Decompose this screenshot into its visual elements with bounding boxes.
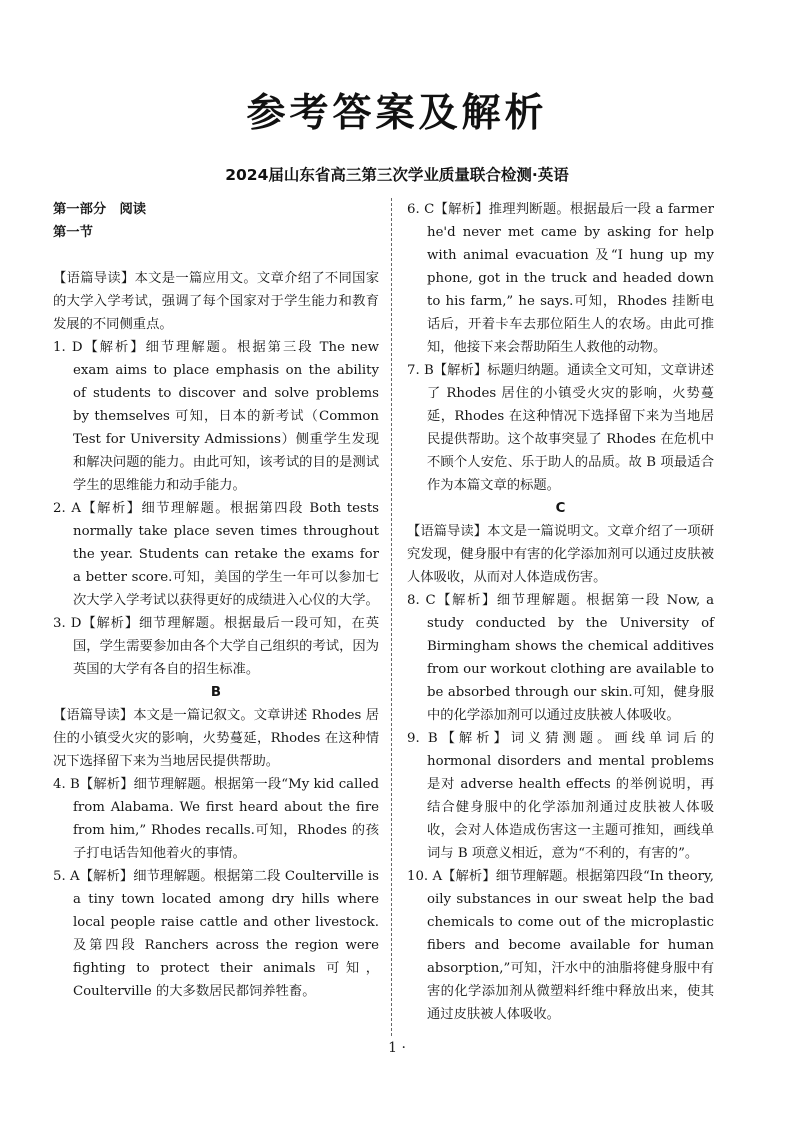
left-column: [53, 198, 379, 1003]
answer-7: 7. B【解析】标题归纳题。通读全文可知，文章讲述了 Rhodes 居住的小镇受火灾的影响，火势蔓延，Rhodes 在这种情况下选择留下来为当地居民提供帮助。这个故事突显了 Rhodes 在危机中不顾个人安危、乐于助人的品质。故 B 项最适合作为本篇文章的标题。: [407, 363, 714, 493]
answer-10: 10. A【解析】细节理解题。根据第四段“In theory, oily substances in our sweat help the bad chemicals to come out of the microplastic fibers and become available for human absorption,”可知，汗水中的油脂将健身服中有害的化学添加剂从微塑料纤维中释放出来，使其通过皮肤被人体吸收。: [407, 869, 714, 1022]
spacer: [53, 244, 379, 267]
exam-title: 2024届山东省高三第三次学业质量联合检测·英语: [225, 166, 569, 184]
page-title: 参考答案及解析: [246, 91, 548, 136]
part-heading: 第一部分 阅读: [53, 202, 147, 217]
answer-6: 6. C【解析】推理判断题。根据最后一段 a farmer he'd never met came by asking for help with animal evacuation 及“I hung up my phone, got in the truck and headed down to his farm,” he says.可知，Rhodes 挂断电话后，开着卡车去那位陌生人的农场。由此可推知，他接下来会帮助陌生人救他的动物。: [407, 202, 714, 355]
answer-2: 2. A【解析】细节理解题。根据第四段 Both tests normally take place seven times throughout the year. Students can retake the exams for a better score.可知，美国的学生一年可以参加七次大学入学考试以获得更好的成绩进入心仪的大学。: [53, 501, 379, 608]
answer-5: 5. A【解析】细节理解题。根据第二段 Coulterville is a tiny town located among dry hills where local people raise cattle and other livestock.及第四段 Ranchers across the region were fighting to protect their animals 可知，Coulterville 的大多数居民都饲养牲畜。: [53, 869, 379, 999]
passage-intro-a: 【语篇导读】本文是一篇应用文。文章介绍了不同国家的大学入学考试，强调了每个国家对于学生能力和教育发展的不同侧重点。: [53, 271, 379, 332]
answer-3: 3. D【解析】细节理解题。根据最后一段可知，在英国，学生需要参加由各个大学自己组织的考试，因为英国的大学有各自的招生标准。: [53, 616, 379, 677]
answer-9: 9. B【解析】词义猜测题。画线单词后的 hormonal disorders and mental problems 是对 adverse health effects 的举例说明，再结合健身服中的化学添加剂通过皮肤被人体吸收，会对人体造成伤害这一主题可推知，画线单词与 B 项意义相近，意为“不利的，有害的”。: [407, 731, 714, 861]
passage-intro-b: 【语篇导读】本文是一篇记叙文。文章讲述 Rhodes 居住的小镇受火灾的影响，火势蔓延，Rhodes 在这种情况下选择留下来为当地居民提供帮助。: [53, 708, 379, 769]
right-column: [407, 198, 714, 1026]
passage-intro-c: 【语篇导读】本文是一篇说明文。文章介绍了一项研究发现，健身服中有害的化学添加剂可以通过皮肤被人体吸收，从而对人体造成伤害。: [407, 524, 714, 585]
answer-4: 4. B【解析】细节理解题。根据第一段“My kid called from Alabama. We first heard about the fire from him,” Rhodes recalls.可知，Rhodes 的孩子打电话告知他着火的事情。: [53, 777, 379, 861]
section-c-heading: C: [555, 501, 566, 516]
answer-1: 1. D【解析】细节理解题。根据第三段 The new exam aims to place emphasis on the ability of students to discover and solve problems by themselves 可知，日本的新考试（Common Test for University Admissions）侧重学生发现和解决问题的能力。由此可知，该考试的目的是测试学生的思维能力和动手能力。: [53, 340, 379, 493]
section-b-heading: B: [210, 685, 222, 700]
section-heading: 第一节: [53, 225, 93, 240]
page-number: 1 ·: [388, 1040, 406, 1056]
answer-8: 8. C【解析】细节理解题。根据第一段 Now, a study conducted by the University of Birmingham shows the chemical additives from our workout clothing are available to be absorbed through our skin.可知，健身服中的化学添加剂可以通过皮肤被人体吸收。: [407, 593, 714, 723]
column-divider: [391, 198, 392, 1036]
